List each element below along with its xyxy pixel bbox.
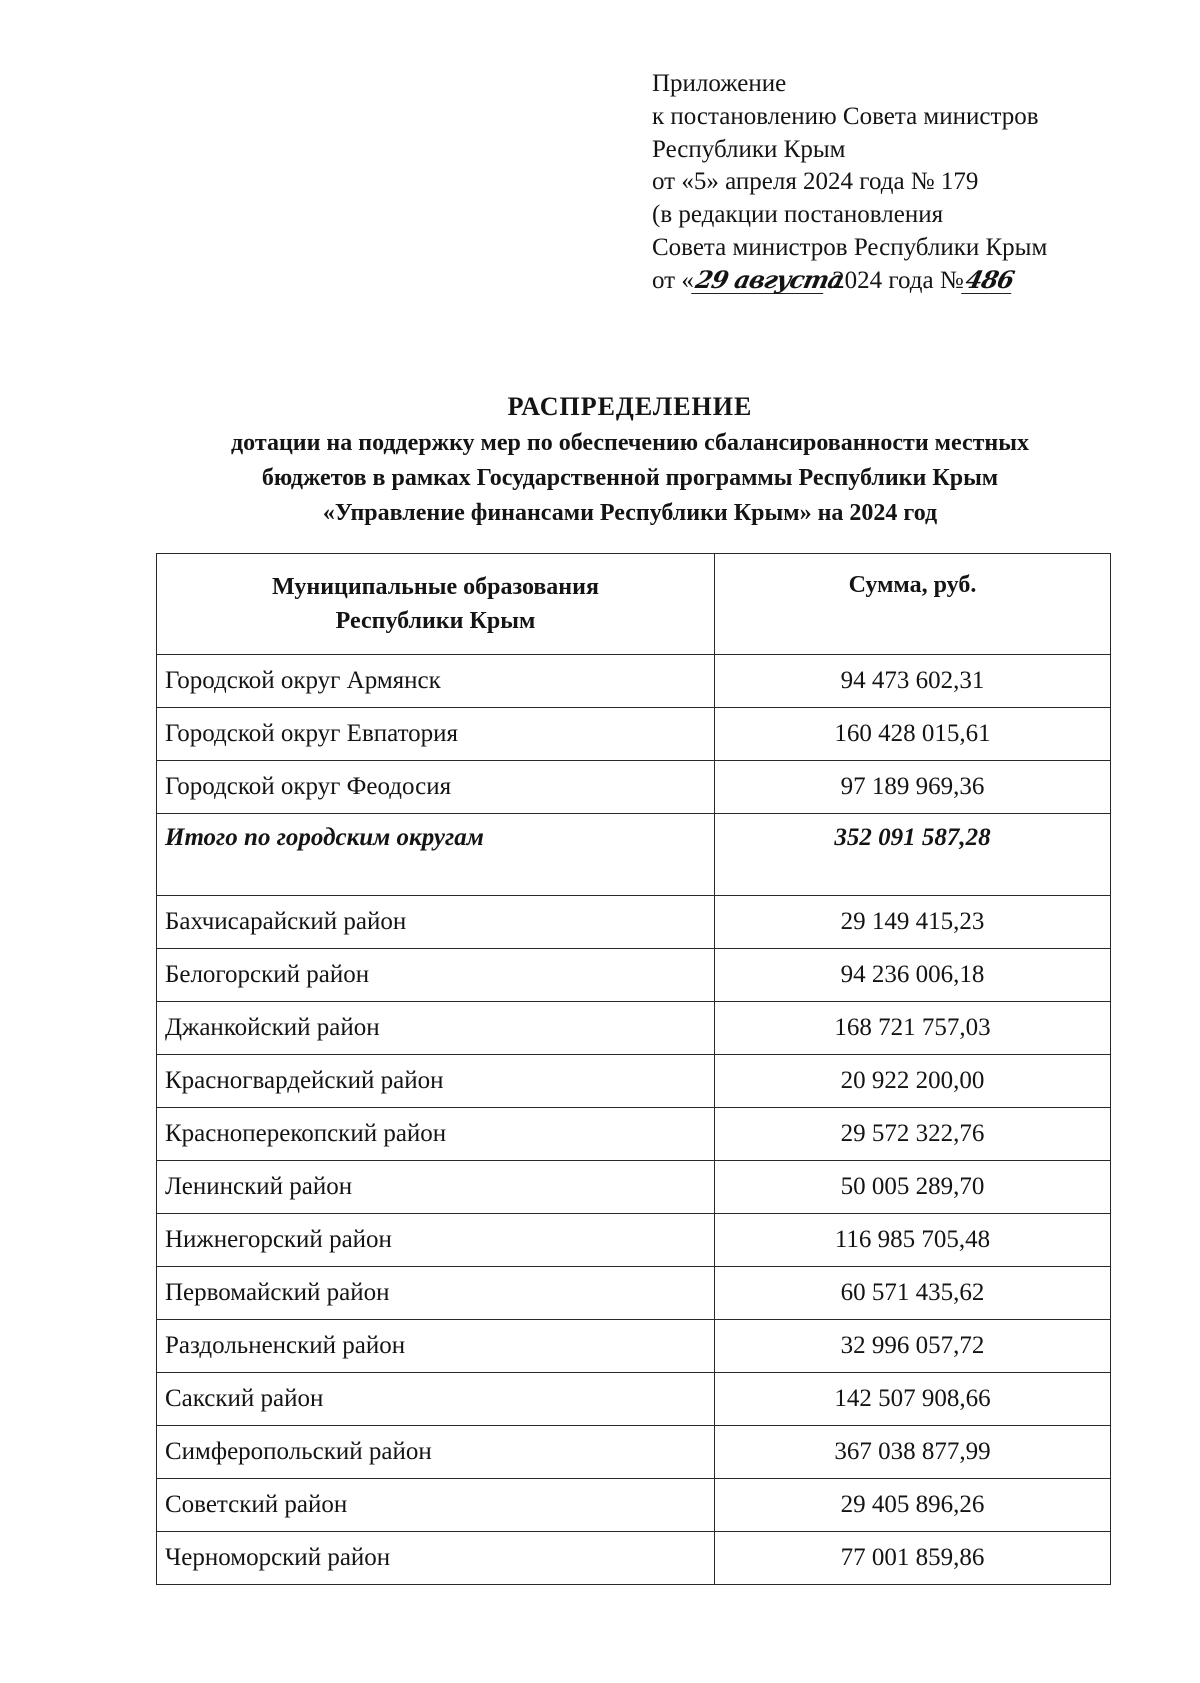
table-row: [157, 1479, 1111, 1532]
municipality-cell: Ленинский район: [157, 1161, 715, 1214]
table-row: [157, 655, 1111, 708]
amount-cell: 29 405 896,26: [715, 1479, 1111, 1532]
municipality-cell: Джанкойский район: [157, 1002, 715, 1055]
amount-cell: 94 473 602,31: [715, 655, 1111, 708]
appendix-block: [652, 68, 1047, 298]
amount-cell: 77 001 859,86: [715, 1532, 1111, 1585]
table-row: [157, 1320, 1111, 1373]
table-row: [157, 708, 1111, 761]
table-row: [157, 1532, 1111, 1585]
table-row: [157, 1426, 1111, 1479]
table-row: [157, 1267, 1111, 1320]
appendix-line: (в редакции постановления: [652, 201, 944, 229]
subtotal-amount-cell: 352 091 587,28: [715, 814, 1111, 896]
amount-cell: 367 038 877,99: [715, 1426, 1111, 1479]
municipality-cell: Городской округ Евпатория: [157, 708, 715, 761]
amount-cell: 94 236 006,18: [715, 949, 1111, 1002]
amount-cell: 168 721 757,03: [715, 1002, 1111, 1055]
table-row: [157, 1055, 1111, 1108]
column-header-amount: Сумма, руб.: [715, 554, 1111, 655]
municipality-cell: Городской округ Феодосия: [157, 761, 715, 814]
amount-cell: 97 189 969,36: [715, 761, 1111, 814]
amount-cell: 116 985 705,48: [715, 1214, 1111, 1267]
document-subtitle-line: «Управление финансами Республики Крым» на 2024 год: [322, 500, 938, 526]
appendix-line: к постановлению Совета министров: [652, 102, 1039, 130]
amount-cell: 160 428 015,61: [715, 708, 1111, 761]
amount-cell: 32 996 057,72: [715, 1320, 1111, 1373]
column-header-line: Республики Крым: [335, 608, 536, 634]
amount-cell: 20 922 200,00: [715, 1055, 1111, 1108]
table-row: [157, 1373, 1111, 1426]
document-title: РАСПРЕДЕЛЕНИЕ: [507, 392, 753, 421]
column-header-line: Муниципальные образования: [272, 574, 599, 600]
municipality-cell: Советский район: [157, 1479, 715, 1532]
municipality-cell: Раздольненский район: [157, 1320, 715, 1373]
document-subtitle-line: бюджетов в рамках Государственной программы Республики Крым: [261, 465, 999, 491]
municipality-cell: Белогорский район: [157, 949, 715, 1002]
handwritten-date: 29 августа: [692, 264, 846, 294]
table-row: [157, 1214, 1111, 1267]
amount-cell: 29 572 322,76: [715, 1108, 1111, 1161]
appendix-line-amendment-date: [652, 265, 1047, 298]
municipality-cell: Городской округ Армянск: [157, 655, 715, 708]
appendix-line: от «5» апреля 2024 года № 179: [652, 168, 979, 196]
municipality-cell: Бахчисарайский район: [157, 896, 715, 949]
table-row: [157, 761, 1111, 814]
municipality-cell: Нижнегорский район: [157, 1214, 715, 1267]
appendix-line: Республики Крым: [652, 135, 846, 163]
distribution-table: [156, 553, 1111, 1585]
municipality-cell: Сакский район: [157, 1373, 715, 1426]
municipality-cell: Красноперекопский район: [157, 1108, 715, 1161]
table-row: [157, 949, 1111, 1002]
table-row: [157, 896, 1111, 949]
subtotal-label-cell: Итого по городским округам: [157, 814, 715, 896]
document-subtitle-line: дотации на поддержку мер по обеспечению сбалансированности местных: [231, 430, 1029, 456]
table-row: [157, 1108, 1111, 1161]
amount-cell: 60 571 435,62: [715, 1267, 1111, 1320]
table-row: [157, 1002, 1111, 1055]
table-row: [157, 1161, 1111, 1214]
municipality-cell: Красногвардейский район: [157, 1055, 715, 1108]
amount-cell: 29 149 415,23: [715, 896, 1111, 949]
municipality-cell: Черноморский район: [157, 1532, 715, 1585]
municipality-cell: Симферопольский район: [157, 1426, 715, 1479]
municipality-cell: Первомайский район: [157, 1267, 715, 1320]
amendment-middle: 2024 года №: [825, 266, 964, 294]
appendix-line: Совета министров Республики Крым: [652, 233, 1048, 261]
amount-cell: 142 507 908,66: [715, 1373, 1111, 1426]
amendment-prefix: от «: [652, 266, 694, 294]
table-header-row: [157, 554, 1111, 655]
table-row-subtotal: [157, 814, 1111, 896]
column-header-municipality: [157, 554, 715, 655]
handwritten-number: 486: [962, 264, 1017, 294]
amount-cell: 50 005 289,70: [715, 1161, 1111, 1214]
appendix-line: Приложение: [652, 70, 787, 97]
